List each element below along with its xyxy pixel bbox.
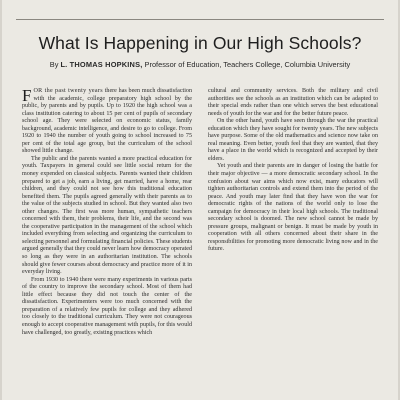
drop-cap: F [22, 86, 32, 105]
author-name: L. THOMAS HOPKINS, [60, 60, 143, 69]
paragraph: cultural and community services. Both the military and civil authorities see the schools as an institution which can be adapted to their special ends rather than one which serves the best educational needs of youth for the war and for the better future peace. [208, 88, 378, 117]
paragraph: The public and the parents wanted a more practical education for youth. Taxpayers in general could see little social return for the money expended on classical subjects. Parents wanted their children prepared to get a job, earn a living, get married, have a home, rear children, and they could not see how this traditional education benefited them. The pupils agreed generally with their parents as to the value of the subjects studied in school. But they wanted also two other changes. The first was more human, sympathetic teachers concerned with them, their problems, their life, and the second was the cooperative participation in the management of the school which included everything from selecting and organizing the curriculum to selecting personnel and formulating financial policies. These students argued generally that they could never learn how democracy operated so long as they were in an authoritarian institution. The schools should give fewer courses about democracy and practice more of it in everyday living. [22, 155, 192, 276]
right-column [208, 88, 378, 254]
paragraph [22, 88, 192, 156]
byline-prefix: By [49, 60, 59, 69]
paragraph: On the other hand, youth have seen through the war the practical education which they have sought for twenty years. The new subjects have purpose. Some of the old mathematics and science now take on real meaning. Even better, youth feel that they are wanted, that they have a place in the world which is recognized and accepted by their elders. [208, 118, 378, 162]
magazine-page [2, 0, 398, 400]
article-title: What Is Happening in Our High Schools? [38, 33, 362, 53]
paragraph: From 1930 to 1940 there were many experiments in various parts of the country to improve the secondary school. Most of them had little effect because they did not touch the center of the dissatisfaction. Experimenters were too much concerned with the preparation of a relatively few pupils for college and they adhered too closely to the traditional curriculum. They were not courageous enough to accept cooperative management with pupils, for this would have challenged, too greatly, existing practices which [22, 276, 192, 336]
header-rule [16, 19, 384, 20]
author-role: Professor of Education, Teachers College, Columbia University [144, 60, 351, 69]
left-column [22, 88, 192, 337]
article-byline [2, 60, 398, 69]
paragraph-text: there has been much dissatisfaction with the academic, college preparatory high school by the public, by parents and by pupils. Up to 1920 the high school was a class institution catering to about 15 per cent of pupils of secondary school age. They were selected on economic status, family background, academic intelligence, and desire to go to college. From 1920 to 1940 the number of youth going to school increased to 75 per cent of the total age group, but the curriculum of the school showed little change. [22, 88, 193, 155]
first-words: OR the past twenty years [33, 88, 103, 94]
paragraph: Yet youth and their parents are in danger of losing the battle for their major objective — a more democratic secondary school. In the confusion about war aims which now exist, many educators will tighten authoritarian controls and extend them into the period of the peace. And youth may later find that they have won the war for democratic rights of the nations of the world only to lose the campaign for democracy in their local high schools. The traditional secondary school is doomed. The new school cannot be made by pressure groups, malignant or benign. It must be made by youth in cooperation with all others concerned about their share in the responsibilities for promoting more democratic living now and in the future. [208, 163, 378, 253]
